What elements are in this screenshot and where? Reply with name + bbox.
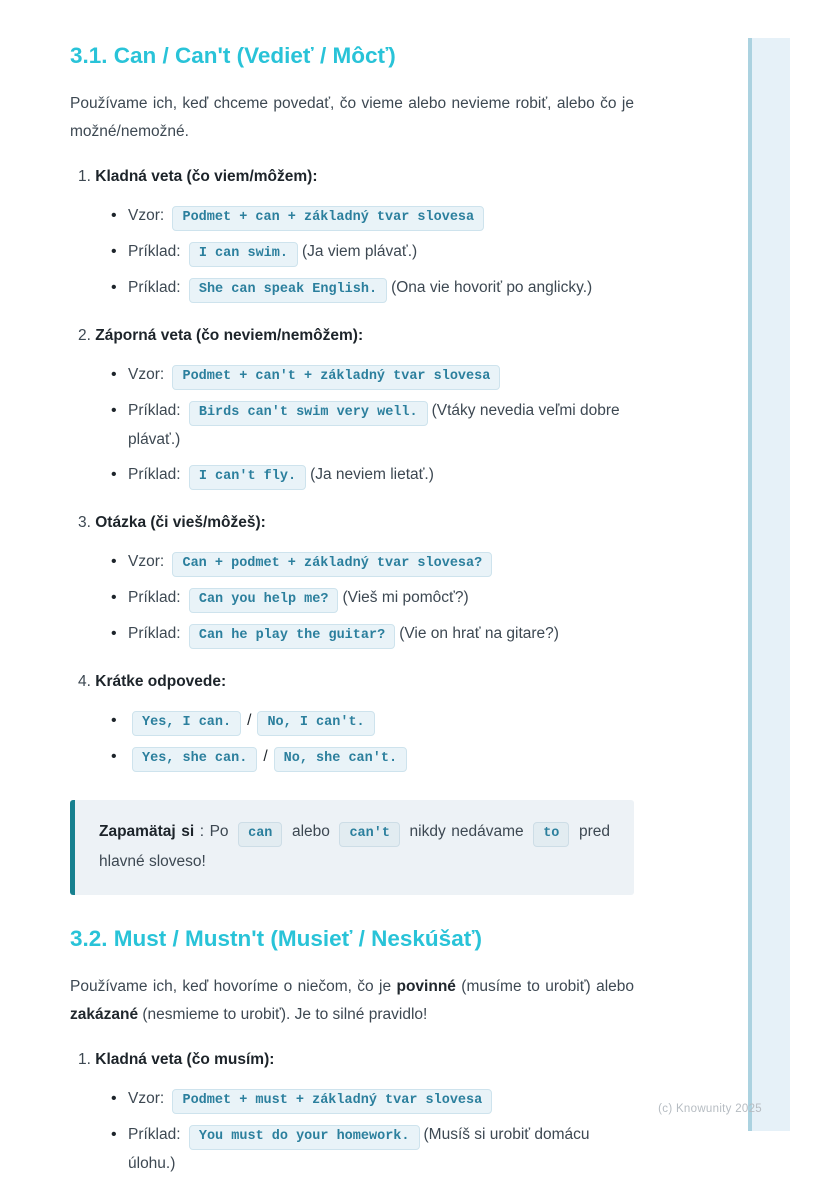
code-chip: Can you help me? [189,588,339,613]
numbered-item-2 [70,325,634,490]
section-heading-3-1: 3.1. Can / Can't (Vedieť / Môcť) [70,43,396,68]
list-item [128,238,634,267]
bullet-label: Vzor: [128,207,169,225]
bullet-after: (Vieš mi pomôcť?) [342,589,469,607]
bullet-label: Príklad: [128,589,185,607]
callout-text [99,817,610,877]
list-item [128,548,634,577]
code-chip: You must do your homework. [189,1125,420,1150]
numbered-item-title [78,166,634,187]
bullet-list [70,548,634,649]
bullet-list [70,202,634,303]
item-title-text: Krátke odpovede: [95,673,227,691]
item-number: 4. [78,673,91,691]
list-item [128,620,634,649]
page-content [70,0,634,1178]
callout-bold: Zapamätaj si [99,823,195,841]
section-intro-3-2 [70,973,634,1029]
intro-seg: Používame ich, keď hovoríme o niečom, čo je [70,978,397,996]
code-chip: She can speak English. [189,278,387,303]
list-item [128,1085,634,1114]
numbered-item-title [78,325,634,346]
intro-bold: zakázané [70,1006,139,1024]
code-chip: Yes, I can. [132,711,241,736]
watermark: (c) Knowunity 2025 [658,1103,762,1115]
numbered-item-4 [70,671,634,772]
list-item [128,274,634,303]
bullet-label: Vzor: [128,1090,169,1108]
numbered-item-title [78,512,634,533]
code-chip: Podmet + can't + základný tvar slovesa [172,365,500,390]
item-number: 1. [78,1051,91,1069]
code-chip: Podmet + can + základný tvar slovesa [172,206,484,231]
intro-seg: (musíme to urobiť) alebo [455,978,634,996]
section-heading-3-2: 3.2. Must / Mustn't (Musieť / Neskúšať) [70,926,482,952]
bullet-label: Príklad: [128,279,185,297]
bullet-list [70,1085,634,1178]
list-item [128,584,634,613]
code-chip: No, I can't. [257,711,374,736]
list-item [128,743,634,772]
list-item [128,397,634,454]
callout-seg: nikdy nedávame [403,823,530,841]
bullet-label: Vzor: [128,366,169,384]
bullet-list [70,361,634,490]
bullet-label: Príklad: [128,243,185,261]
list-item [128,707,634,736]
page-edge-bar [748,38,790,1131]
code-chip: Can he play the guitar? [189,624,395,649]
item-title-text: Záporná veta (čo neviem/nemôžem): [95,327,364,345]
callout-note [70,800,634,895]
bullet-after: (Vtáky nevedia veľmi dobre plávať.) [128,402,620,449]
numbered-item-title [78,671,634,692]
code-chip: can [238,822,282,847]
bullet-label: Príklad: [128,1126,185,1144]
numbered-item-title [78,1049,634,1070]
code-chip: Podmet + must + základný tvar slovesa [172,1089,492,1114]
numbered-item-1 [70,1049,634,1178]
numbered-item-3 [70,512,634,649]
item-number: 1. [78,168,91,186]
list-item [128,461,634,490]
code-chip: Can + podmet + základný tvar slovesa? [172,552,492,577]
code-chip: I can't fly. [189,465,306,490]
item-number: 2. [78,327,91,345]
callout-seg: alebo [286,823,336,841]
callout-seg: : Po [194,823,235,841]
intro-seg: (nesmieme to urobiť). Je to silné pravidlo! [138,1006,428,1024]
callout-seg: pred hlavné sloveso! [99,823,610,871]
slash-separator: / [247,712,252,730]
list-item [128,361,634,390]
bullet-after: (Vie on hrať na gitare?) [399,625,559,643]
item-number: 3. [78,514,91,532]
bullet-after: (Ona vie hovoriť po anglicky.) [391,279,593,297]
code-chip: to [533,822,569,847]
list-item [128,202,634,231]
item-title-text: Otázka (či vieš/môžeš): [95,514,266,532]
bullet-after: (Ja neviem lietať.) [310,466,434,484]
bullet-label: Vzor: [128,553,169,571]
bullet-label: Príklad: [128,402,185,420]
code-chip: Yes, she can. [132,747,257,772]
slash-separator: / [263,748,268,766]
item-title-text: Kladná veta (čo musím): [95,1051,275,1069]
bullet-label: Príklad: [128,466,185,484]
code-chip: No, she can't. [274,747,407,772]
item-title-text: Kladná veta (čo viem/môžem): [95,168,318,186]
code-chip: Birds can't swim very well. [189,401,428,426]
section-intro-3-1: Používame ich, keď chceme povedať, čo vieme alebo nevieme robiť, alebo čo je možné/nemožné. [70,95,634,141]
code-chip: can't [339,822,400,847]
code-chip: I can swim. [189,242,298,267]
bullet-list [70,707,634,772]
bullet-label: Príklad: [128,625,185,643]
intro-bold: povinné [396,978,456,996]
numbered-item-1 [70,166,634,303]
list-item [128,1121,634,1178]
bullet-after: (Musíš si urobiť domácu úlohu.) [128,1126,590,1173]
bullet-after: (Ja viem plávať.) [301,243,418,261]
